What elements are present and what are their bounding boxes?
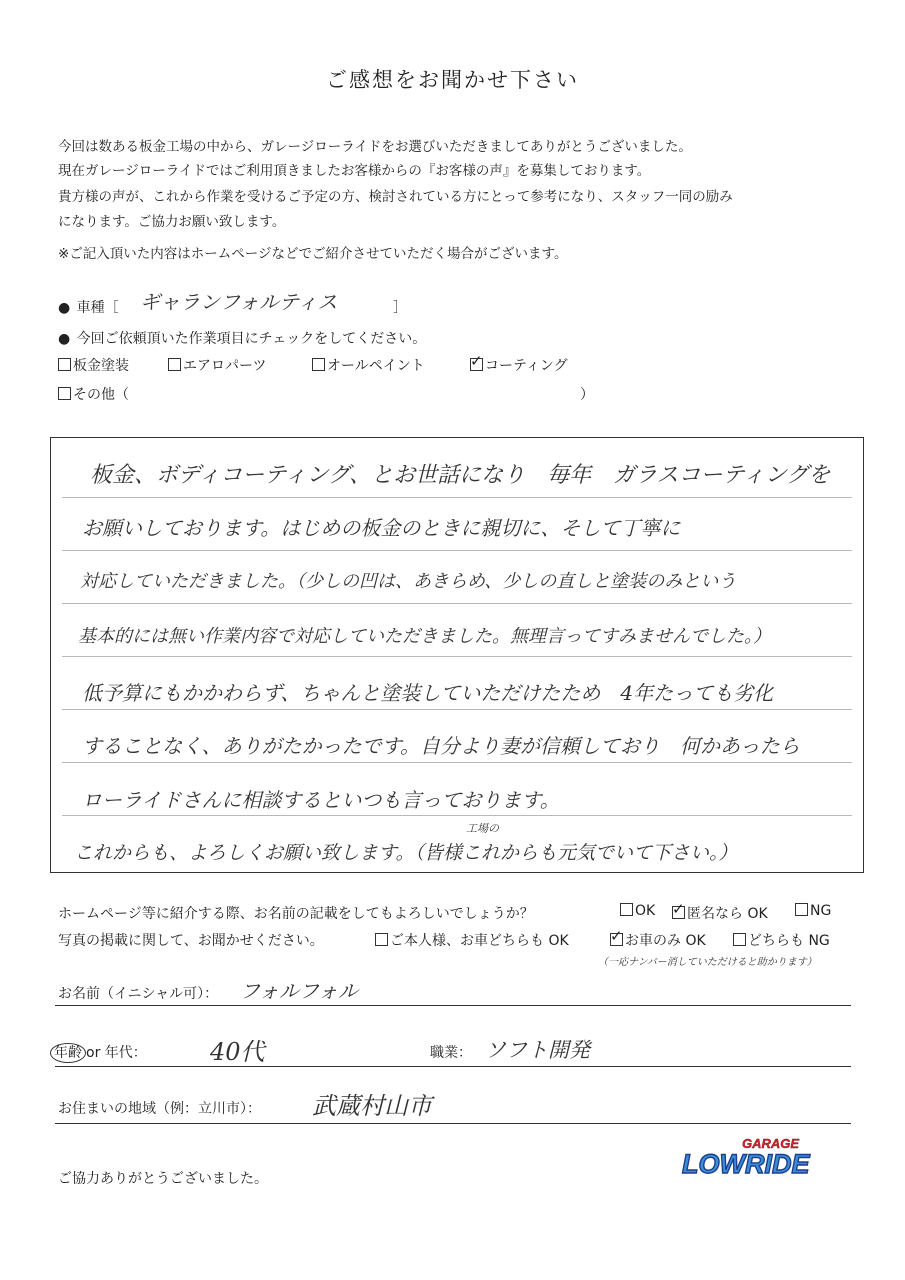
occupation-value[interactable]: ソフト開発 xyxy=(485,1038,590,1062)
logo-lowride-text: LOWRIDE xyxy=(682,1149,810,1179)
checkbox[interactable] xyxy=(733,933,746,946)
garage-lowride-logo xyxy=(680,1135,820,1183)
checkbox[interactable] xyxy=(58,387,71,400)
age-label: 年齢 or 年代： xyxy=(50,1042,147,1062)
logo-garage-text: GARAGE xyxy=(742,1136,800,1151)
vehicle-label: 車種［ xyxy=(76,300,119,316)
photo-question: 写真の掲載に関して、お聞かせください。 xyxy=(58,933,324,949)
comment-line-1: 板金、ボディコーティング、とお世話になり 毎年 ガラスコーティングを xyxy=(90,463,831,488)
page-title: ご感想をお聞かせ下さい xyxy=(326,68,579,92)
ruled-line xyxy=(62,603,852,604)
thanks-text: ご協力ありがとうございました。 xyxy=(58,1171,268,1187)
vehicle-value[interactable]: ギャランフォルティス xyxy=(140,290,338,314)
photo-option-car-only[interactable]: ✓ お車のみ OK xyxy=(610,930,706,950)
publish-option-ok[interactable]: OK xyxy=(620,903,655,919)
work-option-aero[interactable]: エアロパーツ xyxy=(168,355,266,375)
work-option-coating[interactable]: ✓ コーティング xyxy=(470,355,568,375)
age-value[interactable]: 40代 xyxy=(210,1038,265,1066)
work-option-allpaint[interactable]: オールペイント xyxy=(312,355,425,375)
checkbox-checked[interactable] xyxy=(610,933,623,946)
checkbox[interactable] xyxy=(168,358,181,371)
photo-option-both[interactable]: ご本人様、お車どちらも OK xyxy=(375,930,569,950)
work-items-label: ● 今回ご依頼頂いた作業項目にチェックをしてください。 xyxy=(58,328,426,348)
checkbox[interactable] xyxy=(375,933,388,946)
comment-line-8: これからも、よろしくお願い致します。（皆様これからも元気でいて下さい。） xyxy=(74,842,738,864)
vehicle-row xyxy=(58,297,119,317)
comment-line-5: 低予算にもかかわらず、ちゃんと塗装していただけたため 4年たっても劣化 xyxy=(82,681,774,705)
ruled-line xyxy=(62,550,852,551)
photo-option-ng[interactable]: どちらも NG xyxy=(733,930,830,950)
work-option-bankin[interactable]: 板金塗装 xyxy=(58,355,129,375)
name-value[interactable]: フォルフォル xyxy=(240,979,358,1003)
checkbox[interactable] xyxy=(795,903,808,916)
intro-line-4: になります。ご協力お願い致します。 xyxy=(58,214,286,230)
intro-note: ※ご記入頂いた内容はホームページなどでご紹介させていただく場合がございます。 xyxy=(58,246,568,262)
work-other-close: ） xyxy=(580,387,594,403)
comment-line-7: ローライドさんに相談するといつも言っております。 xyxy=(82,788,560,812)
comment-line-2: お願いしております。はじめの板金のときに親切に、そして丁寧に xyxy=(82,516,681,540)
region-underline xyxy=(55,1123,851,1124)
publish-option-anonymous[interactable]: ✓ 匿名なら OK xyxy=(672,903,768,923)
comment-line-3: 対応していただきました。（少しの凹は、あきらめ、少しの直しと塗装のみという xyxy=(80,571,737,592)
name-label: お名前（イニシャル可）： xyxy=(58,986,219,1002)
comment-insert: 工場の xyxy=(466,822,499,835)
ruled-line xyxy=(62,656,852,657)
checkbox[interactable] xyxy=(312,358,325,371)
occupation-label: 職業： xyxy=(430,1045,472,1061)
checkbox[interactable] xyxy=(620,903,633,916)
checkbox-checked[interactable] xyxy=(470,358,483,371)
publish-option-ng[interactable]: NG xyxy=(795,903,831,919)
ruled-line xyxy=(62,709,852,710)
age-underline xyxy=(55,1066,851,1067)
vehicle-close: ］ xyxy=(393,300,407,316)
ruled-line xyxy=(62,762,852,763)
intro-line-3: 貴方様の声が、これから作業を受けるご予定の方、検討されている方にとって参考になり、スタッフ一同の励み xyxy=(58,189,733,205)
comment-line-6: することなく、ありがたかったです。自分より妻が信頼しており 何かあったら xyxy=(82,734,800,758)
checkbox[interactable] xyxy=(58,358,71,371)
photo-note: （一応ナンバー消していただけると助かります） xyxy=(598,957,817,968)
region-value[interactable]: 武蔵村山市 xyxy=(312,1092,432,1120)
intro-line-2: 現在ガレージローライドではご利用頂きましたお客様からの『お客様の声』を募集しております。 xyxy=(58,163,651,179)
age-circled: 年齢 xyxy=(50,1043,86,1063)
publish-question: ホームページ等に紹介する際、お名前の記載をしてもよろしいでしょうか？ xyxy=(58,906,534,922)
name-underline xyxy=(55,1005,851,1006)
ruled-line xyxy=(62,497,852,498)
region-label: お住まいの地域（例：立川市）： xyxy=(58,1101,261,1117)
comment-line-4: 基本的には無い作業内容で対応していただきました。無理言ってすみませんでした。） xyxy=(78,626,771,647)
ruled-line xyxy=(62,815,852,816)
checkbox-checked[interactable] xyxy=(672,906,685,919)
work-option-other[interactable]: その他（ xyxy=(58,384,129,404)
intro-line-1: 今回は数ある板金工場の中から、ガレージローライドをお選びいただきましてありがとうございました。 xyxy=(58,139,692,155)
